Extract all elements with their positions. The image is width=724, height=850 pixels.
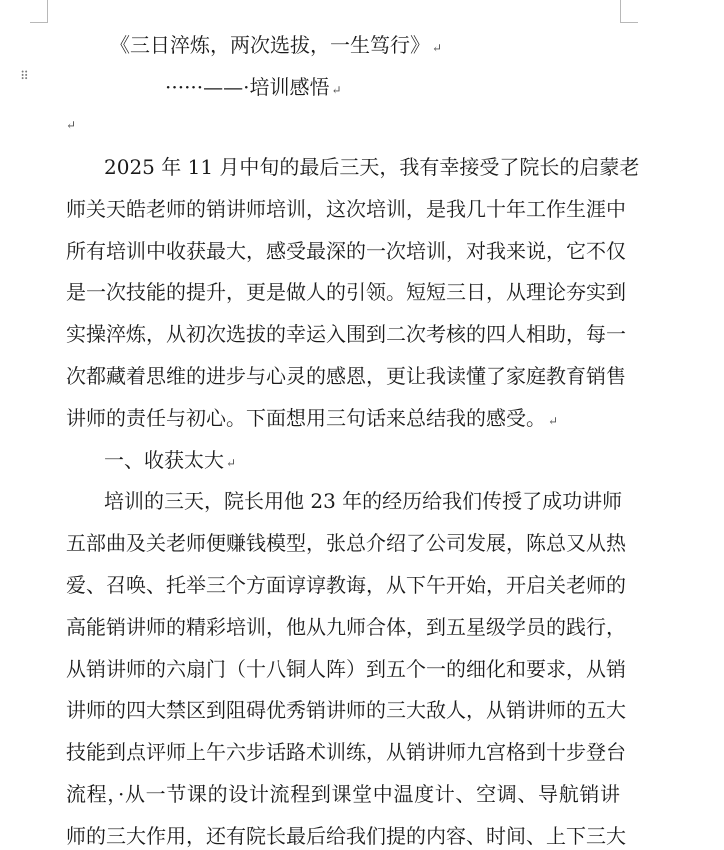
text-line	[66, 362, 626, 390]
text-line-content: 爱、召唤、托举三个方面谆谆教诲，从下午开始，开启关老师的	[66, 573, 626, 597]
text-line	[66, 571, 626, 599]
text-line-content: 是一次技能的提升，更是做人的引领。短短三日，从理论夯实到	[66, 280, 626, 305]
text-line-content: 流程，·从一节课的设计流程到课堂中温度计、空调、导航销讲	[66, 782, 620, 806]
text-line	[66, 237, 626, 265]
paragraph-mark-icon: ↵	[548, 413, 559, 428]
text-line-content: 次都藏着思维的进步与心灵的感恩，更让我读懂了家庭教育销售	[66, 364, 626, 388]
paragraph-mark-icon: ↵	[226, 455, 237, 470]
text-line-content: 技能到点评师上午六步话路术训练，从销讲师九宫格到十步登台	[66, 740, 626, 765]
drag-handle-icon[interactable]: ⠿	[20, 69, 30, 83]
text-line-content: 一、收获太大	[104, 447, 224, 472]
text-line-content: 从销讲师的六扇门（十八铜人阵）到五个一的细化和要求，从销	[66, 656, 626, 681]
title-text: 《三日淬炼，两次选拔，一生笃行》	[110, 33, 430, 57]
empty-paragraph-mark-icon: ↵	[66, 118, 77, 132]
document-title	[110, 30, 443, 63]
text-line-content: 2025 年 11 月中旬的最后三天，我有幸接受了院长的启蒙老	[104, 155, 640, 179]
text-line-content: 师的三大作用，还有院长最后给我们提的内容、时间、上下三大	[66, 823, 626, 848]
text-line	[104, 487, 623, 515]
paragraph-mark-icon: ↵	[432, 41, 443, 55]
text-line	[66, 278, 626, 306]
text-line-content: 培训的三天，院长用他 23 年的经历给我们传授了成功讲师	[104, 489, 623, 514]
page-corner-mark-right-horizontal	[620, 22, 638, 23]
text-line-content: 高能销讲师的精彩培训，他从九师合体，到五星级学员的践行，	[66, 614, 626, 639]
paragraph-mark-icon: ↵	[331, 83, 342, 97]
text-line	[104, 153, 640, 181]
text-line	[66, 529, 626, 557]
subtitle-text: ······——·培训感悟	[165, 75, 330, 99]
text-line	[66, 613, 626, 641]
text-line-content: 所有培训中收获最大，感受最深的一次培训，对我来说，它不仅	[66, 238, 626, 263]
text-line	[66, 655, 626, 683]
text-line-content: 讲师的四大禁区到阻碍优秀销讲师的三大敌人，从销讲师的五大	[66, 698, 626, 723]
text-line	[104, 446, 620, 477]
text-line	[66, 195, 626, 223]
text-line	[66, 780, 620, 808]
page-corner-mark-left-vertical	[47, 0, 48, 22]
text-line	[66, 696, 626, 724]
text-line-content: 师关天皓老师的销讲师培训，这次培训，是我几十年工作生涯中	[66, 196, 626, 221]
text-line-content: 讲师的责任与初心。下面想用三句话来总结我的感受。	[66, 405, 546, 430]
text-line	[66, 320, 626, 348]
page-corner-mark-left-horizontal	[30, 22, 48, 23]
text-line	[66, 404, 620, 435]
text-line	[66, 738, 626, 766]
document-subtitle	[165, 72, 342, 105]
text-line-content: 五部曲及关老师便赚钱模型，张总介绍了公司发展，陈总又从热	[66, 531, 626, 556]
page-corner-mark-right-vertical	[620, 0, 621, 22]
text-line-content: 实操淬炼，从初次选拔的幸运入围到二次考核的四人相助，每一	[66, 322, 626, 347]
